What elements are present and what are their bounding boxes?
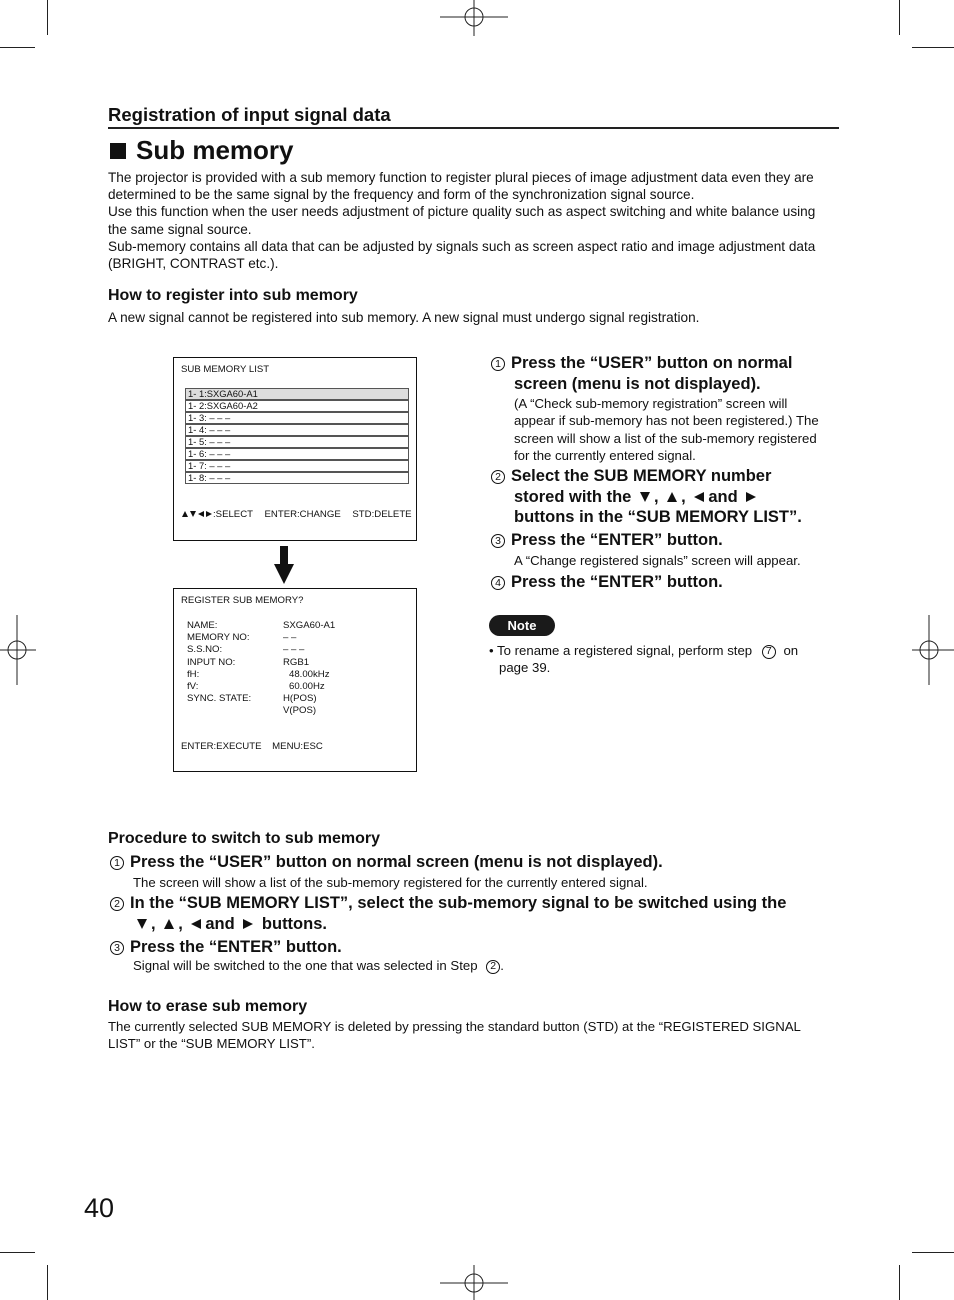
note-text-part: on — [783, 643, 799, 658]
list-item[interactable]: 1- 2:SXGA60-A2 — [185, 400, 409, 412]
registration-target-icon — [0, 615, 36, 685]
intro-paragraph: Use this function when the user needs adjustment of picture quality such as aspect switching and white balance using the same signal source. — [108, 204, 816, 237]
procedure-heading: Procedure to switch to sub memory — [108, 830, 381, 847]
procedure-step-3 — [110, 937, 840, 958]
step-title: screen (menu is not displayed). — [514, 374, 761, 393]
screen-footer — [181, 741, 323, 752]
register-text: A new signal cannot be registered into sub memory. A new signal must undergo signal registration. — [108, 310, 700, 325]
register-value: 48.00kHz — [289, 668, 330, 680]
register-label: fV: — [187, 681, 199, 693]
step-title: In the “SUB MEMORY LIST”, select the sub-memory signal to be switched using the — [130, 894, 787, 912]
register-step-3 — [491, 530, 841, 551]
down-arrow-icon — [137, 919, 147, 929]
intro-paragraph: Sub-memory contains all data that can be adjusted by signals such as screen aspect ratio and image adjustment data (BRIGHT, CONTRAST etc.). — [108, 238, 816, 272]
footer-esc: MENU:ESC — [272, 741, 323, 752]
and-text: and — [205, 914, 235, 933]
down-arrow-icon — [640, 492, 650, 502]
step-title: Select the SUB MEMORY number — [511, 467, 772, 485]
step-title: buttons in the “SUB MEMORY LIST”. — [514, 508, 802, 526]
step-number: 7 — [762, 645, 776, 659]
footer-select: :SELECT — [213, 509, 253, 520]
page-title-text: Sub memory — [136, 135, 294, 165]
down-arrow-icon — [190, 511, 196, 517]
up-arrow-icon — [667, 492, 677, 502]
step-title: Press the “USER” button on normal — [511, 354, 793, 372]
register-value: SXGA60-A1 — [283, 620, 336, 631]
step-number: 1 — [110, 856, 124, 870]
register-step-2 — [491, 466, 841, 528]
register-step-4 — [491, 572, 841, 593]
comma: , — [681, 487, 686, 506]
screen-footer — [181, 509, 412, 520]
register-label: SYNC. STATE: — [187, 693, 252, 705]
step-description-part: . — [500, 958, 504, 973]
erase-heading: How to erase sub memory — [108, 998, 308, 1015]
right-arrow-icon — [206, 511, 212, 517]
list-item[interactable]: 1- 3: – – – — [185, 412, 409, 424]
registration-target-icon — [440, 1265, 510, 1300]
up-arrow-icon — [182, 511, 188, 517]
register-value: 60.00Hz — [289, 681, 325, 693]
registration-target-icon — [912, 615, 954, 685]
register-label: fH: — [187, 668, 200, 680]
step-description-part: Signal will be switched to the one that was selected in Step — [133, 958, 478, 973]
step-number: 3 — [491, 534, 505, 548]
step-description — [133, 957, 504, 974]
step-number: 3 — [110, 941, 124, 955]
register-value: H(POS) — [283, 693, 317, 705]
register-label: MEMORY NO: — [187, 632, 250, 644]
step-number: 4 — [491, 576, 505, 590]
note-text — [489, 642, 839, 677]
register-label: NAME: — [187, 620, 218, 631]
footer-execute: ENTER:EXECUTE — [181, 741, 262, 752]
step-description: (A “Check sub-memory registration” screen will appear if sub-memory has not been registered.) The screen will show a list of the sub-memory registered for the currently entered signal. — [514, 396, 819, 464]
flow-arrow-icon — [274, 546, 294, 584]
register-value: RGB1 — [283, 656, 310, 668]
step-number: 2 — [110, 897, 124, 911]
step-title: Press the “ENTER” button. — [511, 573, 723, 591]
list-item[interactable]: 1- 6: – – – — [185, 448, 409, 460]
step-title: Press the “ENTER” button. — [130, 938, 342, 956]
sub-memory-list-screen — [173, 357, 417, 541]
left-arrow-icon — [191, 919, 201, 929]
procedure-step-1 — [110, 852, 840, 873]
procedure-step-2 — [110, 893, 850, 934]
step-number: 1 — [491, 357, 505, 371]
register-value: – – — [283, 632, 297, 644]
comma: , — [653, 487, 659, 506]
step-title: Press the “ENTER” button. — [511, 531, 723, 549]
section-title: Registration of input signal data — [108, 104, 391, 125]
intro-paragraph: The projector is provided with a sub memory function to register plural pieces of image adjustment data even they are determined to be the same signal by the frequency and form of the synchronization signal source. — [108, 170, 814, 203]
registration-target-icon — [440, 0, 510, 36]
and-text: and — [708, 487, 738, 506]
step-number: 2 — [486, 960, 500, 974]
step-title: Press the “USER” button on normal screen (menu is not displayed). — [130, 853, 663, 871]
note-badge: Note — [489, 615, 555, 636]
page-title — [110, 135, 294, 166]
step-number: 2 — [491, 470, 505, 484]
note-text-part: • To rename a registered signal, perform step — [489, 643, 753, 658]
step-title: buttons. — [261, 914, 327, 933]
comma: , — [151, 914, 156, 933]
screen-title: REGISTER SUB MEMORY? — [181, 595, 304, 606]
footer-delete: STD:DELETE — [352, 509, 412, 520]
register-values — [283, 620, 335, 718]
list-item[interactable]: 1- 4: – – – — [185, 424, 409, 436]
register-heading: How to register into sub memory — [108, 287, 358, 304]
page-number: 40 — [84, 1193, 115, 1223]
square-bullet-icon — [110, 143, 126, 159]
register-label: S.S.NO: — [187, 644, 223, 656]
section-divider — [108, 127, 839, 129]
register-value: – – – — [283, 644, 305, 656]
list-item[interactable]: 1- 7: – – – — [185, 460, 409, 472]
right-arrow-icon — [746, 492, 756, 502]
step-description: A “Change registered signals” screen will appear. — [514, 553, 801, 568]
intro-text — [108, 169, 828, 272]
left-arrow-icon — [694, 492, 704, 502]
list-item[interactable]: 1- 8: – – – — [185, 472, 409, 484]
step-description: The screen will show a list of the sub-memory registered for the currently entered signal. — [133, 875, 648, 890]
list-item[interactable]: 1- 5: – – – — [185, 436, 409, 448]
up-arrow-icon — [164, 919, 174, 929]
screen-title: SUB MEMORY LIST — [181, 364, 270, 375]
right-arrow-icon — [243, 919, 253, 929]
footer-change: ENTER:CHANGE — [264, 509, 341, 520]
erase-text: The currently selected SUB MEMORY is deleted by pressing the standard button (STD) at the “REGISTERED SIGNAL LIST” or the “SUB MEMORY LIST”. — [108, 1019, 801, 1052]
comma: , — [178, 914, 183, 933]
list-item[interactable]: 1- 1:SXGA60-A1 — [185, 388, 409, 400]
step-title: stored with the — [514, 487, 632, 506]
left-arrow-icon — [198, 511, 204, 517]
note-text-part: page 39. — [499, 660, 551, 676]
register-label: INPUT NO: — [187, 656, 236, 668]
register-sub-memory-screen — [173, 588, 417, 772]
register-step-1 — [491, 353, 841, 394]
register-value: V(POS) — [283, 705, 317, 717]
register-labels — [187, 620, 251, 705]
